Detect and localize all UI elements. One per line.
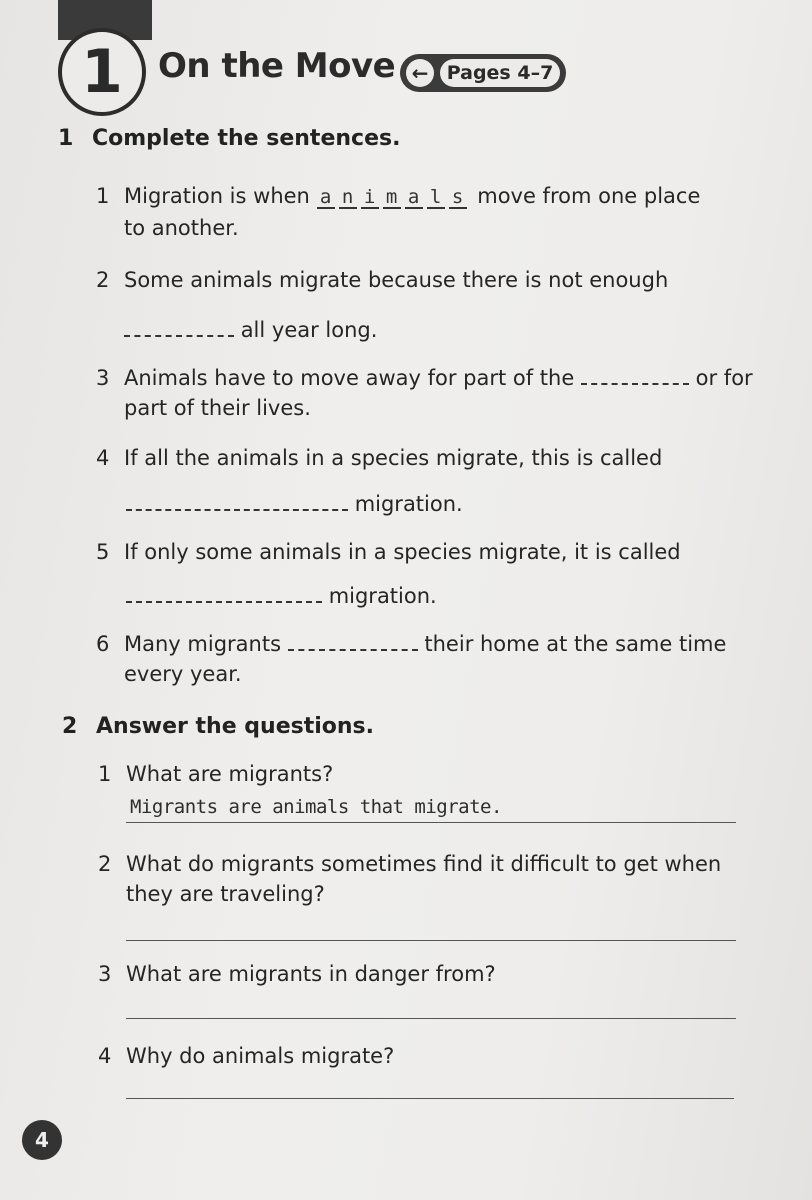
- sentence-text: migration.: [354, 492, 463, 516]
- question-2: [98, 850, 721, 878]
- sentence-5: [96, 538, 681, 566]
- item-number: 4: [96, 446, 110, 470]
- question-text: What are migrants in danger from?: [126, 962, 496, 986]
- question-text: What are migrants?: [126, 762, 334, 786]
- sentence-2-cont: [124, 316, 377, 344]
- unit-number-badge: [58, 28, 146, 116]
- letter-blank[interactable]: a: [317, 187, 335, 209]
- section-title: Answer the questions.: [96, 714, 375, 739]
- answer-line[interactable]: [126, 822, 736, 823]
- sentence-text: or for: [695, 366, 753, 390]
- item-number: 6: [96, 632, 110, 656]
- arrow-left-icon: ←: [406, 59, 434, 87]
- question-3: [98, 960, 496, 988]
- page-number: 4: [22, 1120, 62, 1160]
- letter-blank[interactable]: m: [383, 187, 401, 209]
- question-text: Why do animals migrate?: [126, 1044, 395, 1068]
- sentence-2: [96, 266, 668, 294]
- pages-reference: [400, 54, 566, 92]
- item-number: 2: [96, 268, 110, 292]
- sentence-text: Many migrants: [124, 632, 282, 656]
- item-number: 4: [98, 1044, 112, 1068]
- letter-blank[interactable]: a: [405, 187, 423, 209]
- handwritten-answer: Migrants are animals that migrate.: [130, 796, 502, 818]
- sentence-6-cont: every year.: [124, 662, 242, 686]
- answer-line[interactable]: [126, 1018, 736, 1019]
- sentence-text: If only some animals in a species migrate, it is called: [124, 540, 681, 564]
- section-number: 1: [58, 126, 74, 151]
- question-2-cont: they are traveling?: [126, 882, 325, 906]
- sentence-5-cont: [126, 582, 437, 610]
- question-4: [98, 1042, 394, 1070]
- sentence-1: [96, 182, 700, 210]
- letter-blank[interactable]: l: [427, 187, 445, 209]
- sentence-text: migration.: [328, 584, 437, 608]
- letter-blank[interactable]: i: [361, 187, 379, 209]
- sentence-text: Animals have to move away for part of the: [124, 366, 575, 390]
- sentence-4: [96, 444, 662, 472]
- sentence-text: all year long.: [240, 318, 378, 342]
- sentence-6: [96, 630, 726, 658]
- pages-label: Pages 4–7: [440, 59, 560, 87]
- answer-blank[interactable]: [124, 317, 234, 337]
- sentence-3-cont: part of their lives.: [124, 396, 311, 420]
- sentence-text: Migration is when: [124, 184, 310, 208]
- answer-blank[interactable]: [126, 583, 322, 603]
- item-number: 5: [96, 540, 110, 564]
- unit-number: 1: [81, 37, 123, 107]
- letter-blank[interactable]: n: [339, 187, 357, 209]
- section-2-heading: [62, 714, 374, 739]
- answer-blank[interactable]: [288, 631, 418, 651]
- question-1: [98, 760, 333, 788]
- letter-blank[interactable]: s: [449, 187, 467, 209]
- sentence-4-cont: [126, 490, 463, 518]
- section-title: Complete the sentences.: [92, 126, 401, 151]
- letter-blanks[interactable]: [317, 182, 471, 210]
- sentence-text: move from one place: [477, 184, 701, 208]
- answer-line[interactable]: [126, 940, 736, 941]
- sentence-text: If all the animals in a species migrate, this is called: [124, 446, 663, 470]
- item-number: 1: [98, 762, 112, 786]
- sentence-1-cont: to another.: [124, 216, 239, 240]
- answer-blank[interactable]: [126, 491, 348, 511]
- section-1-heading: [58, 126, 400, 151]
- unit-title: On the Move: [158, 46, 396, 86]
- item-number: 3: [98, 962, 112, 986]
- sentence-3: [96, 364, 753, 392]
- sentence-text: their home at the same time: [424, 632, 727, 656]
- item-number: 3: [96, 366, 110, 390]
- section-number: 2: [62, 714, 78, 739]
- answer-blank[interactable]: [581, 365, 689, 385]
- item-number: 2: [98, 852, 112, 876]
- item-number: 1: [96, 184, 110, 208]
- question-text: What do migrants sometimes find it difficult to get when: [126, 852, 722, 876]
- answer-line[interactable]: [126, 1098, 734, 1099]
- sentence-text: Some animals migrate because there is not enough: [124, 268, 669, 292]
